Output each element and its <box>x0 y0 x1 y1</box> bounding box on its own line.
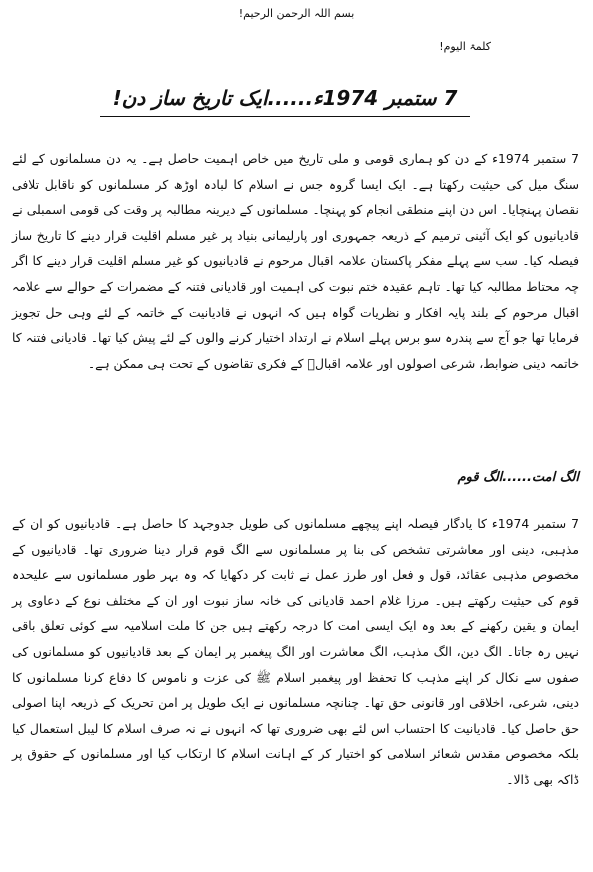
paragraph-2: 7 ستمبر 1974ء کا یادگار فیصلہ اپنے پیچھے مسلمانوں کی طویل جدوجہد کا حاصل ہے۔ قادیانیوں کو ان کے مذہبی، دینی اور معاشرتی تشخص کی بنا پر مسلمانوں سے الگ قوم قرار دینا ضروری تھا۔ قادیانیوں کے مخصوص مذہبی عقائد، قول و فعل اور طرز عمل نے ثابت کر دکھایا کہ وہ بہر طور مسلمانوں سے علیحدہ قوم کی حیثیت رکھتے ہیں۔ مرزا غلام احمد قادیانی کی خانہ ساز نبوت اور ان کے مختلف نوع کے دعاوی پر ایمان و یقین رکھنے کے بعد وہ ایک ایسی امت کا درجہ رکھتے ہیں جن کا ملت اسلامیہ سے کوئی تعلق باقی نہیں رہ جاتا۔ الگ دین، الگ مذہب، الگ معاشرت اور الگ پیغمبر پر ایمان کے بعد قادیانیوں کو مسلمانوں کی صفوں سے نکال کر اپنے مذہب کا تحفظ اور پیغمبر اسلام ﷺ کی عزت و ناموس کا دفاع کرنا مسلمانوں کا دینی، شرعی، اخلاقی اور قانونی حق تھا۔ چنانچہ مسلمانوں نے ایک طویل پر امن تحریک کے ذریعہ اپنا اصولی حق حاصل کیا۔ قادیانیت کا احتساب اس لئے بھی ضروری تھا کہ انہوں نے نہ صرف اسلام کا لیبل استعمال کیا بلکہ مخصوص مقدس شعائر اسلامی کو اختیار کر کے اہانت اسلام کا ارتکاب کیا اور مسلمانوں کے حقوق پر ڈاکہ بھی ڈالا۔ <box>12 516 579 787</box>
article-section-2 <box>12 511 579 793</box>
article-title: 7 ستمبر 1974ء......ایک تاریخ ساز دن! <box>100 82 470 117</box>
paragraph-1: 7 ستمبر 1974ء کے دن کو ہماری قومی و ملی تاریخ میں خاص اہمیت حاصل ہے۔ یہ دن مسلمانوں کے لئے سنگ میل کی حیثیت رکھتا ہے۔ ایک ایسا گروہ جس نے اسلام کا لبادہ اوڑھ کر مسلمانوں کو ناقابل تلافی نقصان پہنچایا۔ اس دن اپنے منطقی انجام کو پہنچا۔ مسلمانوں کے دیرینہ مطالبہ پر وقت کی قومی اسمبلی نے قادیانیوں کو ایک آئینی ترمیم کے ذریعہ جمہوری اور پارلیمانی بنیاد پر غیر مسلم اقلیت قرار دینے کا تاریخ ساز فیصلہ کیا۔ سب سے پہلے مفکر پاکستان علامہ اقبال مرحوم نے قادیانیوں کو غیر مسلم اقلیت قرار دینے کا اگر چہ محتاط مطالبہ کیا تھا۔ تاہم عقیدہ ختم نبوت کی اہمیت اور قادیانی فتنہ کے مضمرات کے حوالے سے علامہ اقبال مرحوم کے بلند پایہ افکار و نظریات گواہ ہیں کہ انہوں نے قادیانیت کے خاتمہ کے لئے وہی حل تجویز فرمایا تھا جو آج سے پندرہ سو برس پہلے اسلام نے ارتداد اختیار کرنے والوں کے لئے پیش کیا تھا۔ قادیانی فتنہ کا خاتمہ دینی ضوابط، شرعی اصولوں اور علامہ اقبالؒ کے فکری تقاضوں کے تحت ہی ممکن ہے۔ <box>12 151 579 371</box>
article-section-1 <box>12 146 579 376</box>
section-subheading: الگ امت......الگ قوم <box>457 470 579 485</box>
column-label: کلمۃ الیوم! <box>439 40 491 53</box>
bismillah-header: بسم اللہ الرحمن الرحیم! <box>238 7 355 20</box>
